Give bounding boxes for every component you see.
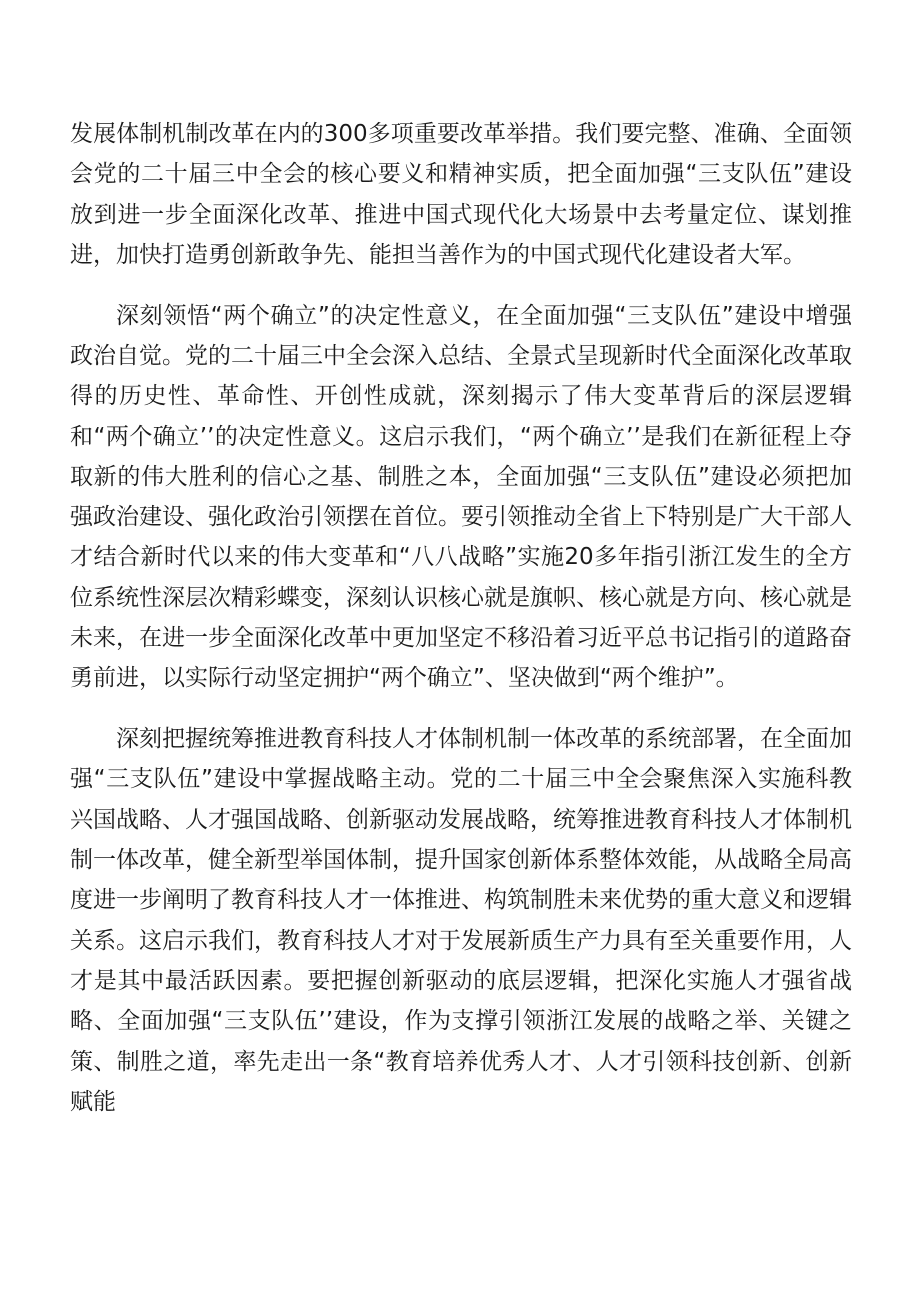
paragraph-3: 深刻把握统筹推进教育科技人才体制机制一体改革的系统部署，在全面加强“三支队伍”建设中掌握战略主动。党的二十届三中全会聚焦深入实施科教兴国战略、人才强国战略、创新驱动发展战略，统筹推进教育科技人才体制机制一体改革，健全新型举国体制，提升国家创新体系整体效能，从战略全局高度进一步阐明了教育科技人才一体推进、构筑制胜未来优势的重大意义和逻辑关系。这启示我们，教育科技人才对于发展新质生产力具有至关重要作用，人才是其中最活跃因素。要把握创新驱动的底层逻辑，把深化实施人才强省战略、全面加强“三支队伍’’建设，作为支撑引领浙江发展的战略之举、关键之策、制胜之道，率先走出一条“教育培养优秀人才、人才引领科技创新、创新赋能 [70,726,852,1115]
document-body [70,114,852,1122]
paragraph-1: 发展体制机制改革在内的300多项重要改革举措。我们要完整、准确、全面领会党的二十届三中全会的核心要义和精神实质，把全面加强“三支队伍”建设放到进一步全面深化改革、推进中国式现代化大场景中去考量定位、谋划推进，加快打造勇创新敢争先、能担当善作为的中国式现代化建设者大军。 [70,121,852,268]
paragraph-2: 深刻领悟“两个确立”的决定性意义，在全面加强“三支队伍”建设中增强政治自觉。党的二十届三中全会深入总结、全景式呈现新时代全面深化改革取得的历史性、革命性、开创性成就，深刻揭示了伟大变革背后的深层逻辑和“两个确立’’的决定性意义。这启示我们，“两个确立’’是我们在新征程上夺取新的伟大胜利的信心之基、制胜之本，全面加强“三支队伍”建设必须把加强政治建设、强化政治引领摆在首位。要引领推动全省上下特别是广大干部人才结合新时代以来的伟大变革和“八八战略”实施20多年指引浙江发生的全方位系统性深层次精彩蝶变，深刻认识核心就是旗帜、核心就是方向、核心就是未来，在进一步全面深化改革中更加坚定不移沿着习近平总书记指引的道路奋勇前进，以实际行动坚定拥护“两个确立”、坚决做到“两个维护”。 [70,302,852,692]
